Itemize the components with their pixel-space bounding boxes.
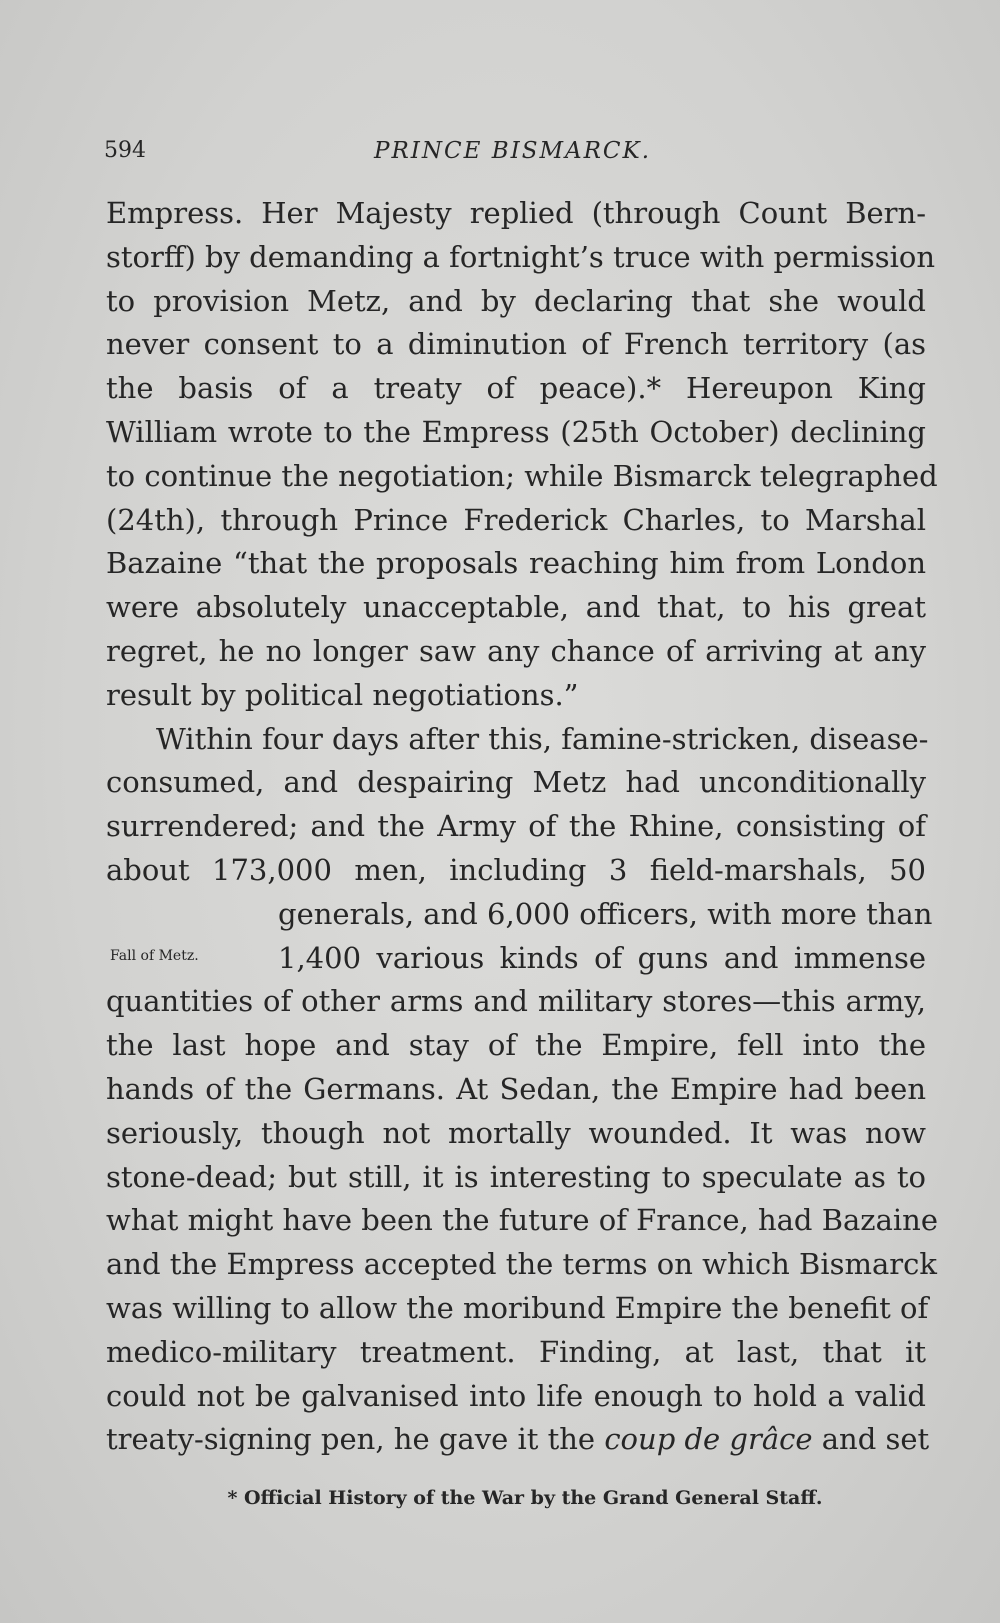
text-line: about 173,000 men, including 3 field-marshals, 50: [106, 852, 926, 887]
text-line: quantities of other arms and military stores—this army,: [106, 984, 926, 1019]
text-line: to continue the negotiation; while Bismarck telegraphed: [106, 458, 938, 493]
text-line-final: [106, 1418, 930, 1462]
text-line: was willing to allow the moribund Empire the benefit of: [106, 1290, 929, 1325]
text-line: the last hope and stay of the Empire, fell into the: [106, 1028, 926, 1063]
text-line: William wrote to the Empress (25th October) declining: [106, 414, 926, 449]
text-line: could not be galvanised into life enough to hold a valid: [106, 1378, 926, 1413]
running-head: [104, 138, 924, 174]
text-line: Empress. Her Majesty replied (through Count Bern-: [106, 196, 926, 230]
body-text: [106, 192, 938, 1462]
text-line: medico-military treatment. Finding, at last, that it: [106, 1334, 926, 1369]
text-line: stone-dead; but still, it is interesting to speculate as to: [106, 1159, 926, 1194]
text-line: result by political negotiations.”: [106, 677, 579, 712]
text-line: generals, and 6,000 officers, with more than: [278, 896, 933, 931]
italic-phrase: coup de grâce: [604, 1422, 813, 1457]
text-line: what might have been the future of France, had Bazaine: [106, 1203, 938, 1238]
text-line-start: treaty-signing pen, he gave it the: [106, 1422, 596, 1457]
text-line: consumed, and despairing Metz had unconditionally: [106, 765, 926, 800]
text-line: were absolutely unacceptable, and that, to his great: [106, 590, 926, 625]
text-line: (24th), through Prince Frederick Charles, to Marshal: [106, 502, 926, 537]
text-line: Bazaine “that the proposals reaching him from London: [106, 546, 926, 581]
footnote: * Official History of the War by the Grand General Staff.: [227, 1487, 823, 1509]
text-line: hands of the Germans. At Sedan, the Empire had been: [106, 1071, 926, 1106]
text-line: 1,400 various kinds of guns and immense: [278, 940, 926, 975]
text-line: Within four days after this, famine-stricken, disease-: [156, 721, 929, 756]
text-line: never consent to a diminution of French territory (as: [106, 327, 926, 362]
text-line: storff) by demanding a fortnight’s truce with permission: [106, 239, 936, 274]
text-line-end: and set: [812, 1422, 930, 1457]
text-line: the basis of a treaty of peace).* Hereupon King: [106, 371, 926, 406]
text-line: surrendered; and the Army of the Rhine, consisting of: [106, 809, 926, 844]
text-line: and the Empress accepted the terms on which Bismarck: [106, 1247, 937, 1282]
text-line: regret, he no longer saw any chance of arriving at any: [106, 633, 926, 668]
text-line: seriously, though not mortally wounded. It was now: [106, 1115, 926, 1150]
margin-note: Fall of Metz.: [110, 948, 199, 964]
text-line: to provision Metz, and by declaring that she would: [106, 283, 926, 318]
page-number: 594: [104, 138, 146, 163]
running-title: PRINCE BISMARCK.: [374, 138, 652, 164]
